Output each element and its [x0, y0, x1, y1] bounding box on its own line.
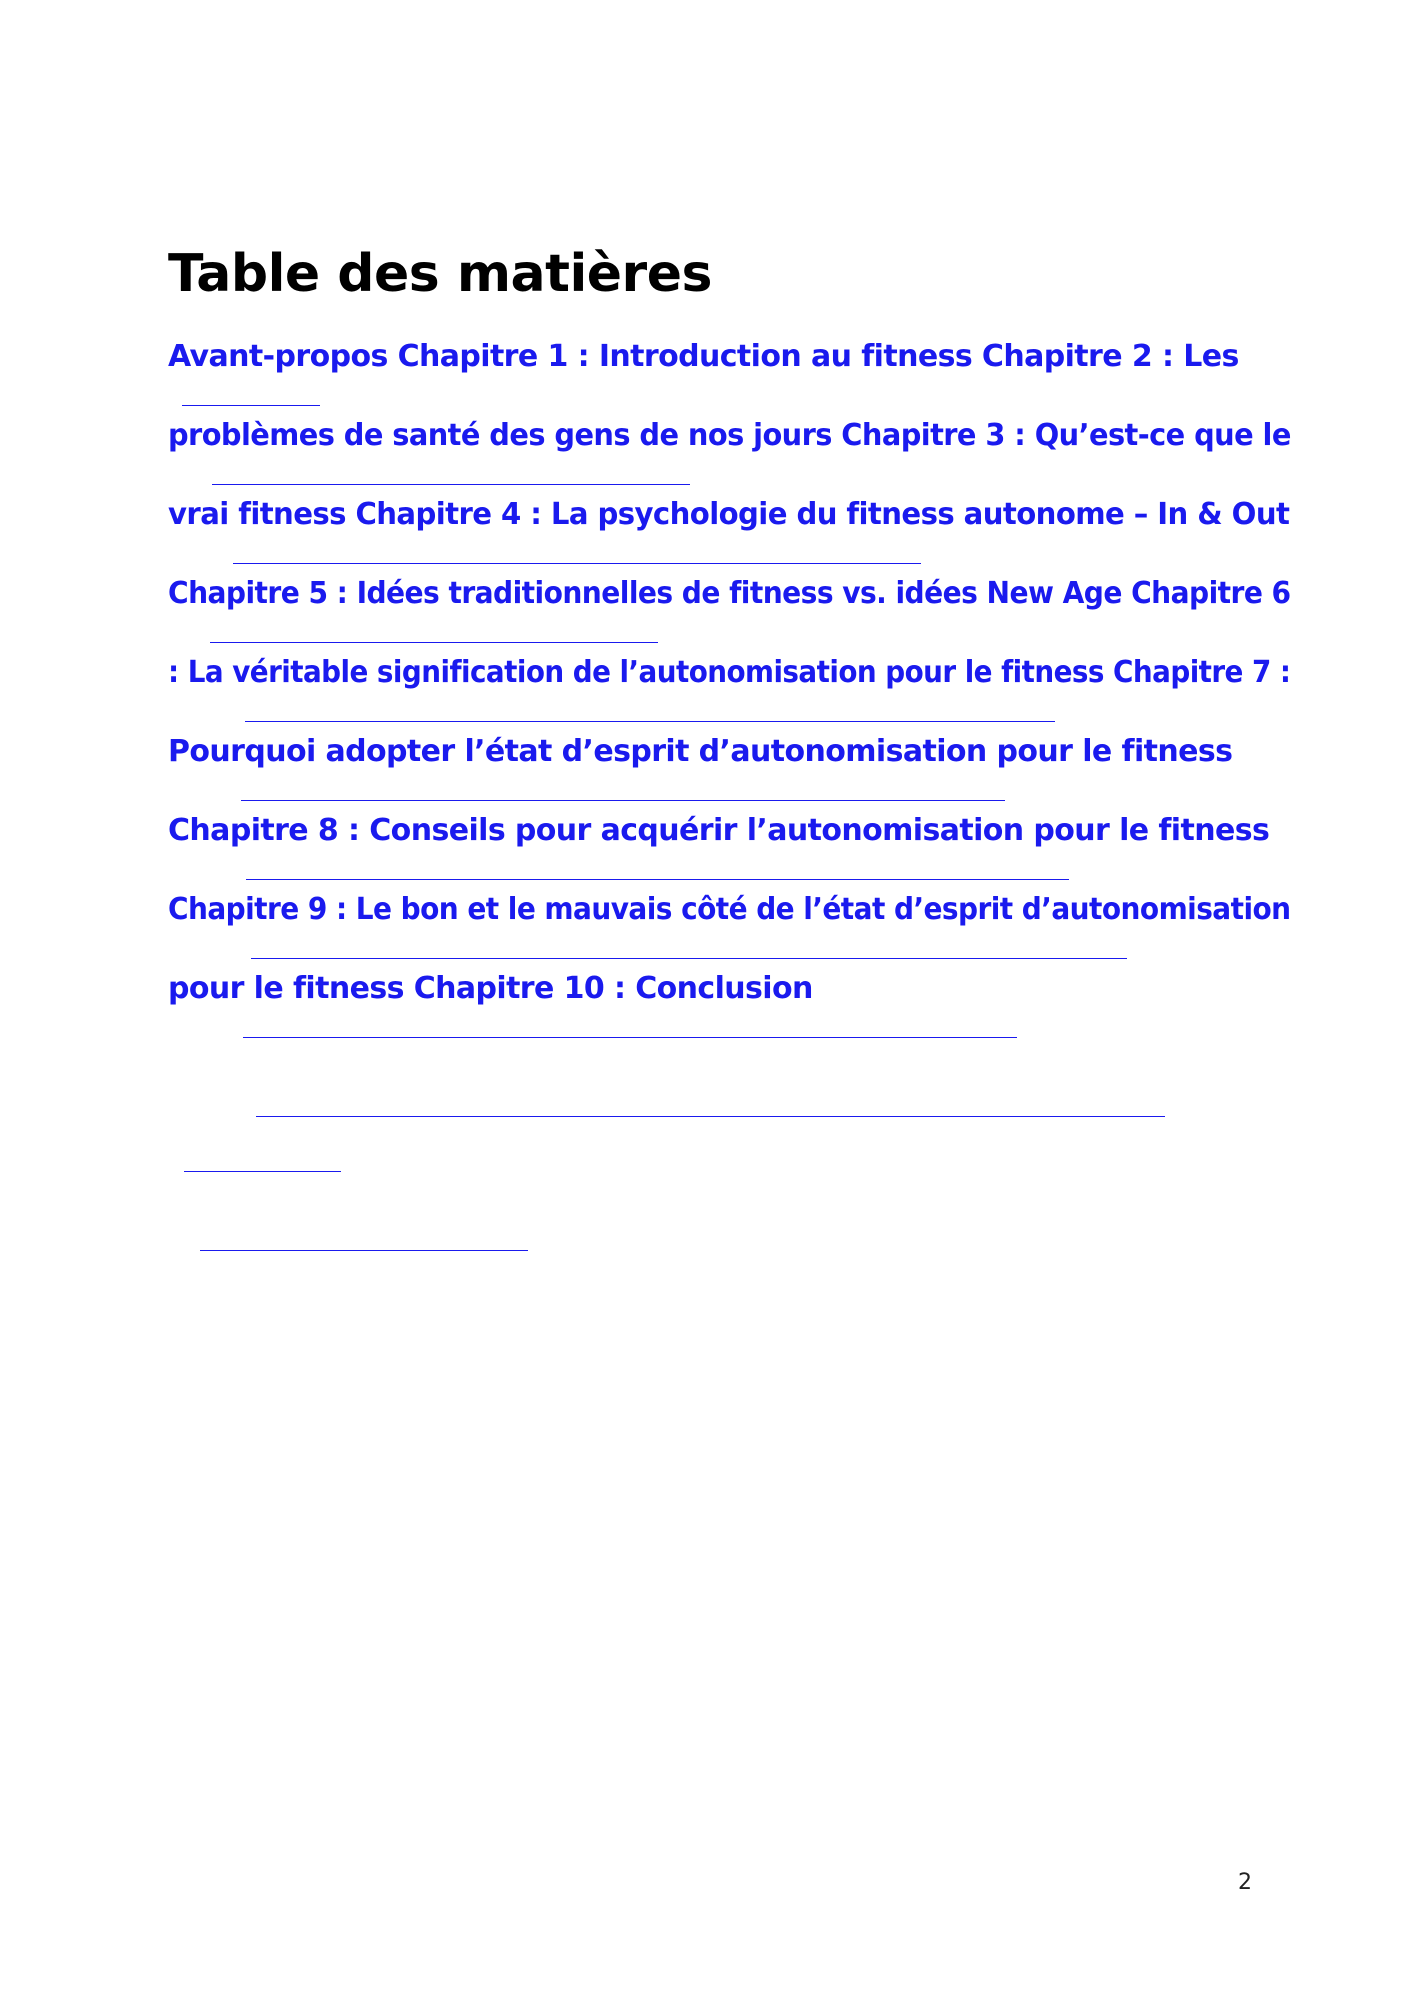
link-underline: [251, 958, 1127, 959]
link-underline: [245, 721, 1055, 722]
link-underline: [212, 484, 690, 485]
toc-link-line-7[interactable]: Chapitre 8 : Conseils pour acquérir l’autonomisation pour le fitness: [168, 813, 1270, 848]
toc-link-line-1[interactable]: Avant-propos Chapitre 1 : Introduction au fitness Chapitre 2 : Les: [168, 339, 1239, 374]
link-underline: [233, 563, 921, 564]
toc-link-line-2[interactable]: problèmes de santé des gens de nos jours Chapitre 3 : Qu’est-ce que le: [168, 418, 1291, 453]
toc-link-line-9[interactable]: pour le fitness Chapitre 10 : Conclusion: [168, 971, 813, 1006]
link-underline: [246, 879, 1069, 880]
link-underline: [182, 405, 320, 406]
link-underline: [184, 1171, 341, 1172]
page-number: 2: [1238, 1870, 1252, 1895]
link-underline: [256, 1116, 1165, 1117]
link-underline: [200, 1250, 528, 1251]
toc-title: Table des matières: [168, 244, 712, 304]
toc-link-line-6[interactable]: Pourquoi adopter l’état d’esprit d’autonomisation pour le fitness: [168, 734, 1233, 769]
toc-link-line-8[interactable]: Chapitre 9 : Le bon et le mauvais côté de l’état d’esprit d’autonomisation: [168, 892, 1291, 927]
link-underline: [210, 642, 658, 643]
toc-link-line-4[interactable]: Chapitre 5 : Idées traditionnelles de fitness vs. idées New Age Chapitre 6: [168, 576, 1291, 611]
toc-link-line-3[interactable]: vrai fitness Chapitre 4 : La psychologie du fitness autonome – In & Out: [168, 497, 1290, 532]
link-underline: [241, 800, 1005, 801]
link-underline: [243, 1037, 1017, 1038]
toc-link-line-5[interactable]: : La véritable signification de l’autonomisation pour le fitness Chapitre 7 :: [168, 655, 1291, 690]
